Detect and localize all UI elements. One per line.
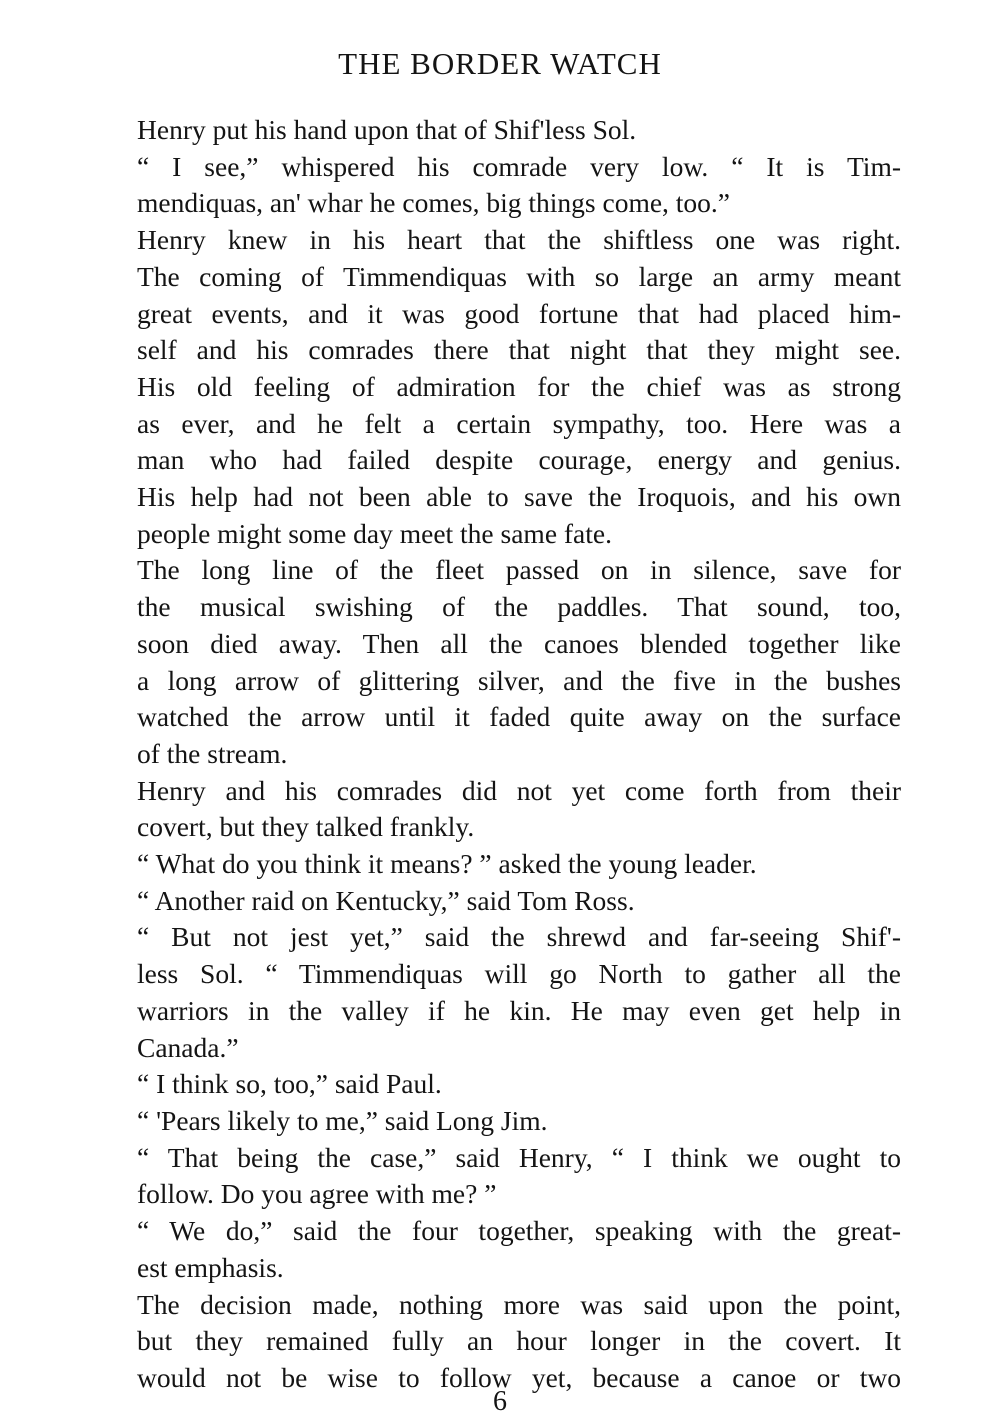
- text-line: follow. Do you agree with me? ”: [137, 1178, 497, 1210]
- paragraph: [105, 552, 901, 772]
- text-line: The coming of Timmendiquas with so large an army meant: [137, 260, 901, 292]
- text-line: man who had failed despite courage, energy and genius.: [137, 444, 901, 476]
- text-line: but they remained fully an hour longer in the covert. It: [137, 1325, 901, 1357]
- text-line: of the stream.: [137, 737, 288, 769]
- text-line: “ Another raid on Kentucky,” said Tom Ross.: [137, 884, 635, 916]
- running-head-title: THE BORDER WATCH: [338, 46, 662, 81]
- text-line: Canada.”: [137, 1031, 239, 1063]
- text-line: mendiquas, an' whar he comes, big things come, too.”: [137, 187, 731, 219]
- text-line: watched the arrow until it faded quite away on the surface: [137, 701, 901, 733]
- paragraph: [105, 919, 901, 1066]
- text-line: Henry and his comrades did not yet come forth from their: [137, 774, 901, 806]
- text-line: the musical swishing of the paddles. That sound, too,: [137, 591, 901, 623]
- text-line: “ I see,” whispered his comrade very low. “ It is Tim-: [137, 150, 901, 182]
- paragraph: [105, 149, 901, 222]
- text-line: a long arrow of glittering silver, and the five in the bushes: [137, 664, 901, 696]
- paragraph: [105, 1213, 901, 1286]
- text-line: “ What do you think it means? ” asked the young leader.: [137, 848, 757, 880]
- text-line: “ We do,” said the four together, speaking with the great-: [137, 1215, 901, 1247]
- text-line: “ 'Pears likely to me,” said Long Jim.: [137, 1104, 548, 1136]
- text-line: The long line of the fleet passed on in silence, save for: [137, 554, 901, 586]
- text-line: His help had not been able to save the Iroquois, and his own: [137, 481, 901, 513]
- text-line: great events, and it was good fortune that had placed him-: [137, 297, 901, 329]
- text-line: would not be wise to follow yet, because a canoe or two: [137, 1361, 901, 1393]
- text-line: The decision made, nothing more was said upon the point,: [137, 1288, 901, 1320]
- body-text: [105, 112, 901, 1397]
- paragraph: [105, 1140, 901, 1213]
- text-line: less Sol. “ Timmendiquas will go North to gather all the: [137, 958, 901, 990]
- paragraph: [105, 846, 901, 883]
- paragraph: [105, 1066, 901, 1103]
- paragraph: [105, 112, 901, 149]
- text-line: warriors in the valley if he kin. He may even get help in: [137, 994, 901, 1026]
- paragraph: [105, 1103, 901, 1140]
- paragraph: [105, 773, 901, 846]
- paragraph: [105, 1287, 901, 1397]
- page-number: 6: [493, 1386, 507, 1417]
- paragraph: [105, 222, 901, 552]
- text-line: Henry knew in his heart that the shiftless one was right.: [137, 224, 901, 256]
- text-line: covert, but they talked frankly.: [137, 811, 475, 843]
- text-line: “ I think so, too,” said Paul.: [137, 1068, 442, 1100]
- text-line: His old feeling of admiration for the chief was as strong: [137, 370, 901, 402]
- text-line: soon died away. Then all the canoes blended together like: [137, 627, 901, 659]
- text-line: est emphasis.: [137, 1251, 284, 1283]
- text-line: as ever, and he felt a certain sympathy, too. Here was a: [137, 407, 901, 439]
- text-line: people might some day meet the same fate.: [137, 517, 612, 549]
- text-line: self and his comrades there that night that they might see.: [137, 334, 901, 366]
- text-line: Henry put his hand upon that of Shif'less Sol.: [137, 114, 637, 145]
- text-line: “ That being the case,” said Henry, “ I think we ought to: [137, 1141, 901, 1173]
- paragraph: [105, 883, 901, 920]
- text-line: “ But not jest yet,” said the shrewd and far-seeing Shif'-: [137, 921, 901, 953]
